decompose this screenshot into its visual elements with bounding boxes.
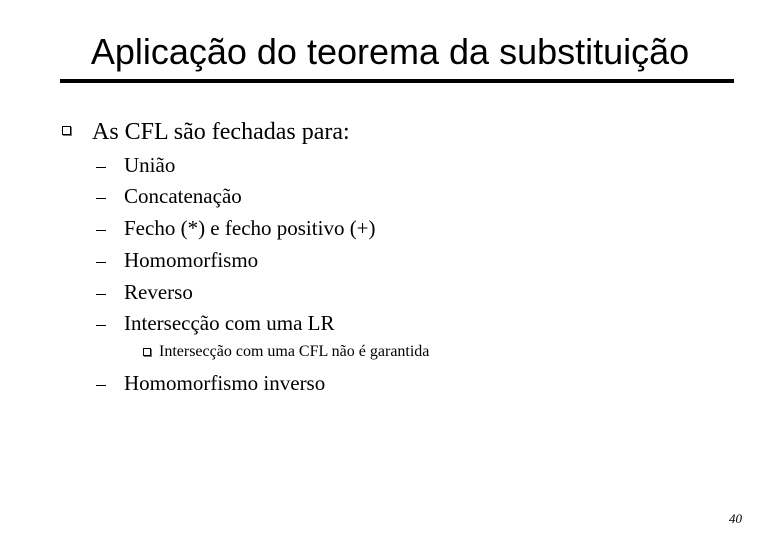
dash-bullet-icon <box>96 385 106 386</box>
square-bullet-icon <box>62 126 71 135</box>
dash-bullet-icon <box>96 262 106 263</box>
sub-item-concatenacao: Concatenação <box>124 184 242 208</box>
sub-item-reverso: Reverso <box>124 280 193 304</box>
dash-bullet-icon <box>96 167 106 168</box>
sub-item-uniao: União <box>124 153 176 177</box>
page-number: 40 <box>729 511 742 526</box>
dash-bullet-icon <box>96 230 106 231</box>
main-bullet-text: As CFL são fechadas para: <box>92 119 350 145</box>
dash-bullet-icon <box>96 198 106 199</box>
square-bullet-icon <box>143 348 151 356</box>
title-underline <box>60 79 734 83</box>
dash-bullet-icon <box>96 325 106 326</box>
sub-item-fecho: Fecho (*) e fecho positivo (+) <box>124 216 376 240</box>
sub-item-interseccao-lr: Intersecção com uma LR <box>124 311 335 335</box>
slide-title: Aplicação do teorema da substituição <box>90 31 690 72</box>
dash-bullet-icon <box>96 294 106 295</box>
sub-item-homomorfismo: Homomorfismo <box>124 248 259 272</box>
nested-item-interseccao-cfl: Intersecção com uma CFL não é garantida <box>159 343 430 360</box>
sub-item-homomorfismo-inverso: Homomorfismo inverso <box>124 371 326 395</box>
